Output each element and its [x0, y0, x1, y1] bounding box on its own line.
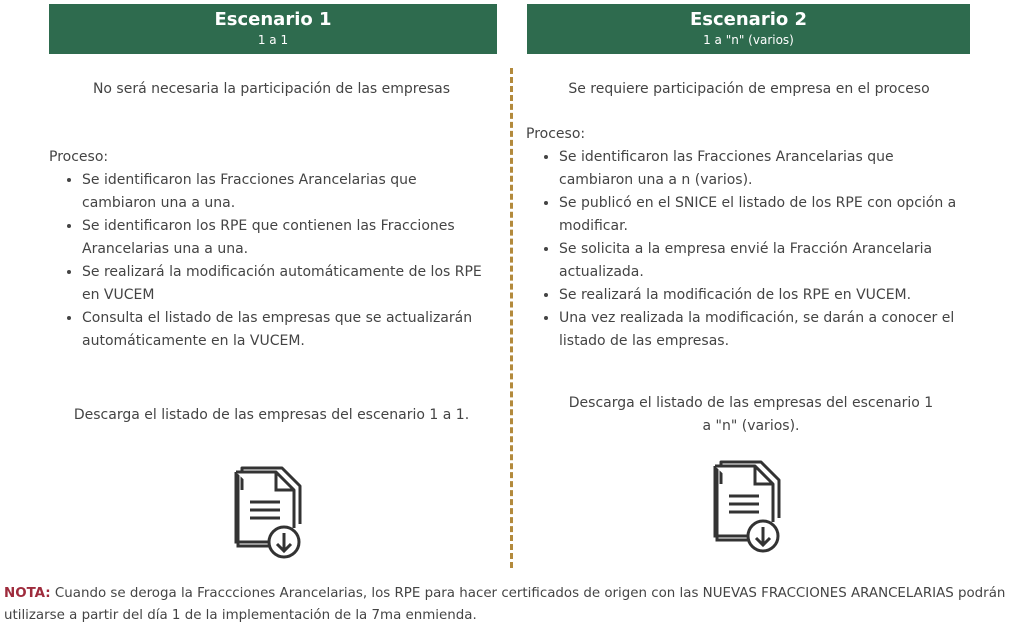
scenario1-process-label: Proceso: — [49, 149, 109, 165]
scenario1-download-text: Descarga el listado de las empresas del escenario 1 a 1. — [73, 407, 470, 423]
scenario2-step: • Se solicita a la empresa envié la Fracción Arancelaria actualizada. — [559, 238, 972, 284]
scenario1-step: • Se realizará la modificación automáticamente de los RPE en VUCEM — [82, 261, 494, 307]
scenario2-step: • Se realizará la modificación de los RPE en VUCEM. — [559, 284, 972, 307]
scenario1-step: • Se identificaron las Fracciones Arancelarias que cambiaron una a una. — [82, 169, 494, 215]
scenario2-title: Escenario 2 — [689, 9, 808, 30]
scenario1-steps — [49, 169, 494, 353]
scenario2-steps — [526, 146, 972, 353]
scenario2-download-text: Descarga el listado de las empresas del escenario 1 a "n" (varios). — [568, 395, 934, 434]
scenario1-subtitle: 1 a 1 — [257, 33, 289, 47]
scenario1-column — [49, 0, 494, 580]
note-label: NOTA: — [4, 586, 51, 601]
document-download-icon[interactable] — [232, 462, 312, 570]
scenario1-step: • Se identificaron los RPE que contienen las Fracciones Arancelarias una a una. — [82, 215, 494, 261]
scenario2-subtitle: 1 a "n" (varios) — [703, 33, 794, 47]
scenario1-step: • Consulta el listado de las empresas que se actualizarán automáticamente en la VUCEM. — [82, 307, 494, 353]
scenario2-process — [526, 123, 972, 353]
scenario2-step: • Se publicó en el SNICE el listado de los RPE con opción a modificar. — [559, 192, 972, 238]
scenario1-process — [49, 146, 494, 353]
document-download-icon[interactable] — [711, 456, 791, 564]
note-text: Cuando se deroga la Fraccciones Arancelarias, los RPE para hacer certificados de origen con las NUEVAS FRACCIONES ARANCELARIAS podrán utilizarse a partir del día 1 de la implementación de la 7ma enmienda. — [4, 586, 1006, 623]
scenario2-requirement: Se requiere participación de empresa en el proceso — [568, 81, 930, 97]
footer-note — [4, 583, 1020, 627]
scenario2-column — [526, 0, 972, 580]
scenario1-title: Escenario 1 — [214, 9, 332, 30]
scenario2-process-label: Proceso: — [526, 126, 586, 142]
column-divider — [510, 68, 513, 568]
scenario1-requirement: No será necesaria la participación de las empresas — [92, 81, 451, 97]
scenario2-step: • Se identificaron las Fracciones Arancelarias que cambiaron una a n (varios). — [559, 146, 972, 192]
scenario2-step: • Una vez realizada la modificación, se darán a conocer el listado de las empresas. — [559, 307, 972, 353]
